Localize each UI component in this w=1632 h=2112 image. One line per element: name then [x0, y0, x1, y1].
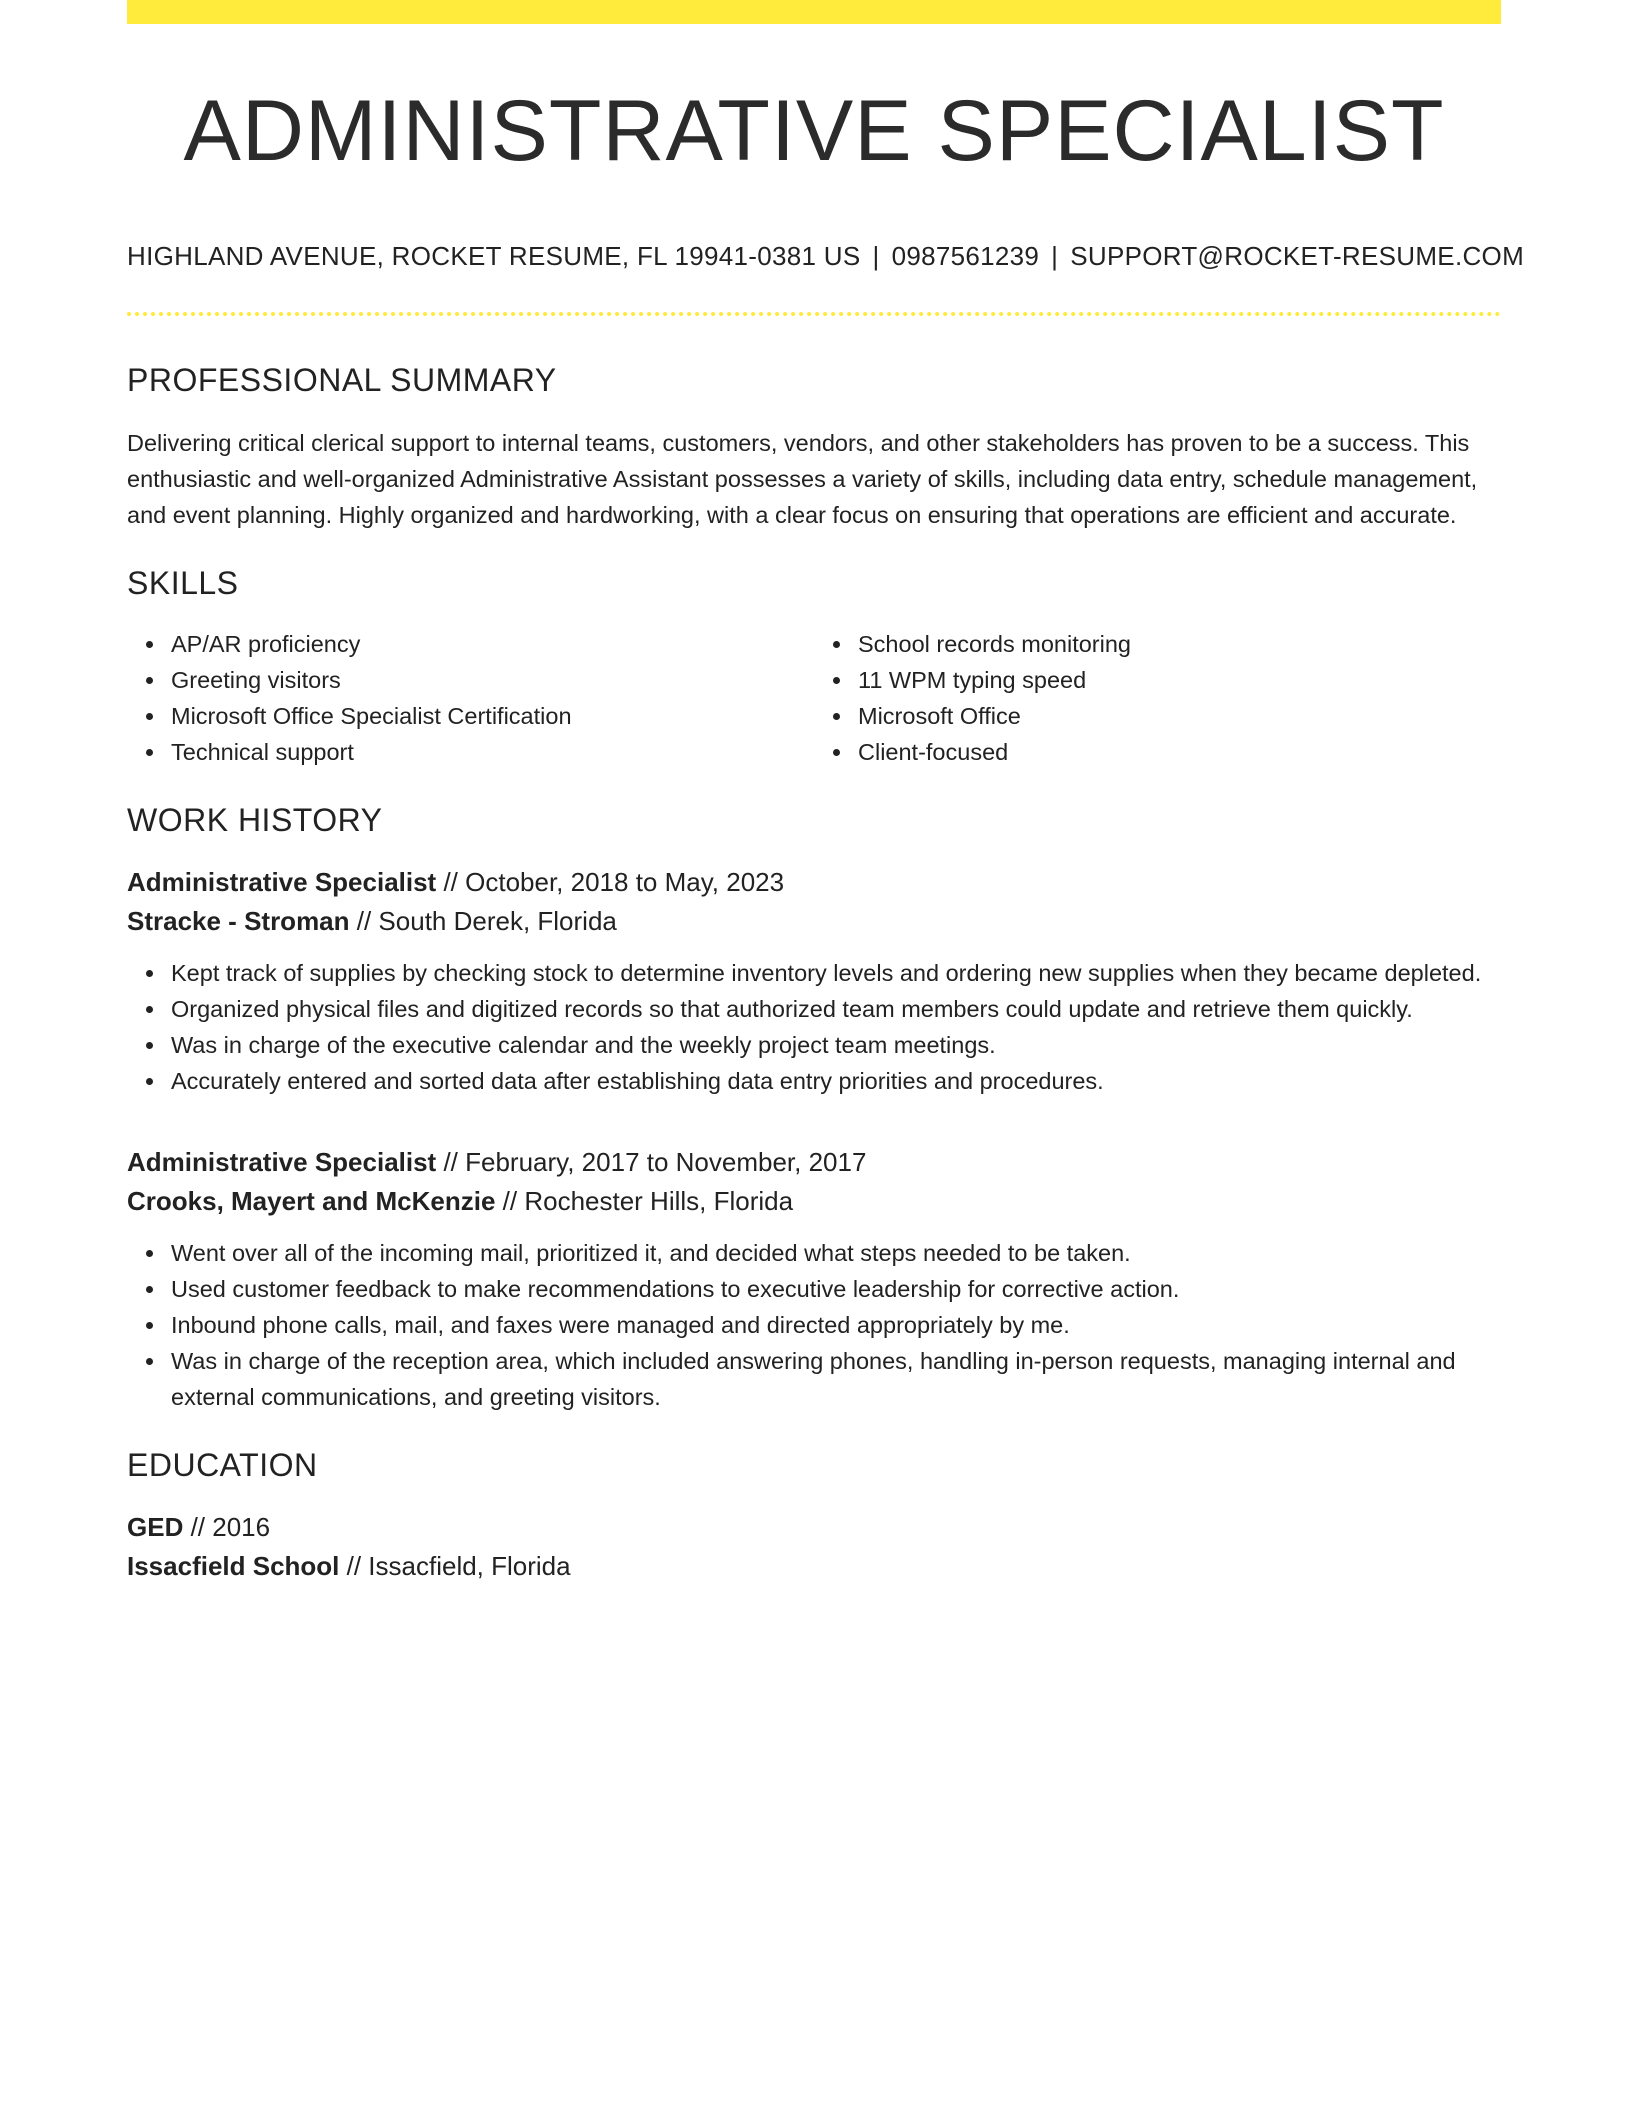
job-bullet: Inbound phone calls, mail, and faxes were managed and directed appropriately by me. [171, 1307, 1501, 1343]
contact-separator: | [1051, 240, 1059, 271]
job-bullet: Kept track of supplies by checking stock to determine inventory levels and ordering new supplies when they became depleted. [171, 955, 1501, 991]
contact-line [127, 240, 1525, 272]
job-bullet: Was in charge of the reception area, which included answering phones, handling in-person requests, managing internal and external communications, and greeting visitors. [171, 1343, 1501, 1415]
accent-top-bar [127, 0, 1501, 24]
section-title-work: WORK HISTORY [127, 801, 383, 838]
job-dates: // February, 2017 to November, 2017 [436, 1146, 867, 1177]
job-entry [127, 863, 1501, 1099]
job-bullet: Was in charge of the executive calendar and the weekly project team meetings. [171, 1027, 1501, 1063]
job-company-line [127, 902, 1501, 941]
skill-item: AP/AR proficiency [171, 626, 814, 662]
skill-item: 11 WPM typing speed [858, 662, 1501, 698]
job-company: Stracke - Stroman [127, 905, 350, 936]
job-bullets [127, 1235, 1501, 1415]
resume-name: ADMINISTRATIVE SPECIALIST [183, 83, 1445, 179]
contact-separator: | [872, 240, 880, 271]
education-degree: GED [127, 1511, 184, 1542]
job-role: Administrative Specialist [127, 866, 437, 897]
job-bullets [127, 955, 1501, 1099]
skills-list [127, 626, 1501, 770]
contact-address: HIGHLAND AVENUE, ROCKET RESUME, FL 19941-0381 US [127, 240, 861, 271]
education-entry [127, 1508, 1501, 1586]
job-dates: // October, 2018 to May, 2023 [436, 866, 785, 897]
skill-item: Client-focused [858, 734, 1501, 770]
skill-item: Greeting visitors [171, 662, 814, 698]
section-title-summary: PROFESSIONAL SUMMARY [127, 361, 557, 398]
skills-column-left [127, 626, 814, 770]
job-bullet: Accurately entered and sorted data after establishing data entry priorities and procedures. [171, 1063, 1501, 1099]
section-title-education: EDUCATION [127, 1446, 318, 1483]
summary-text: Delivering critical clerical support to internal teams, customers, vendors, and other stakeholders has proven to be a success. This enthusiastic and well-organized Administrative Assistant possesses a variety of skills, including data entry, schedule management, and event planning. Highly organized and hardworking, with a clear focus on ensuring that operations are efficient and accurate. [127, 429, 1478, 528]
job-bullet: Used customer feedback to make recommendations to executive leadership for corrective action. [171, 1271, 1501, 1307]
skills-column-right [814, 626, 1501, 770]
education-school: Issacfield School [127, 1550, 340, 1581]
section-title-skills: SKILLS [127, 564, 239, 601]
education-degree-line [127, 1508, 1501, 1547]
job-location: // South Derek, Florida [349, 905, 617, 936]
job-title-line [127, 1143, 1501, 1182]
contact-email[interactable]: SUPPORT@ROCKET-RESUME.COM [1070, 240, 1525, 271]
education-year: // 2016 [183, 1511, 271, 1542]
job-company: Crooks, Mayert and McKenzie [127, 1185, 496, 1216]
job-company-line [127, 1182, 1501, 1221]
skill-item: Microsoft Office Specialist Certification [171, 698, 814, 734]
skill-item: Technical support [171, 734, 814, 770]
contact-phone: 0987561239 [891, 240, 1040, 271]
job-role: Administrative Specialist [127, 1146, 437, 1177]
education-school-line [127, 1547, 1501, 1586]
dotted-divider [127, 312, 1501, 316]
job-bullet: Organized physical files and digitized records so that authorized team members could update and retrieve them quickly. [171, 991, 1501, 1027]
education-location: // Issacfield, Florida [339, 1550, 571, 1581]
skill-item: Microsoft Office [858, 698, 1501, 734]
resume-page [127, 0, 1525, 1586]
skill-item: School records monitoring [858, 626, 1501, 662]
job-title-line [127, 863, 1501, 902]
job-entry [127, 1143, 1501, 1415]
job-location: // Rochester Hills, Florida [495, 1185, 794, 1216]
job-bullet: Went over all of the incoming mail, prioritized it, and decided what steps needed to be taken. [171, 1235, 1501, 1271]
